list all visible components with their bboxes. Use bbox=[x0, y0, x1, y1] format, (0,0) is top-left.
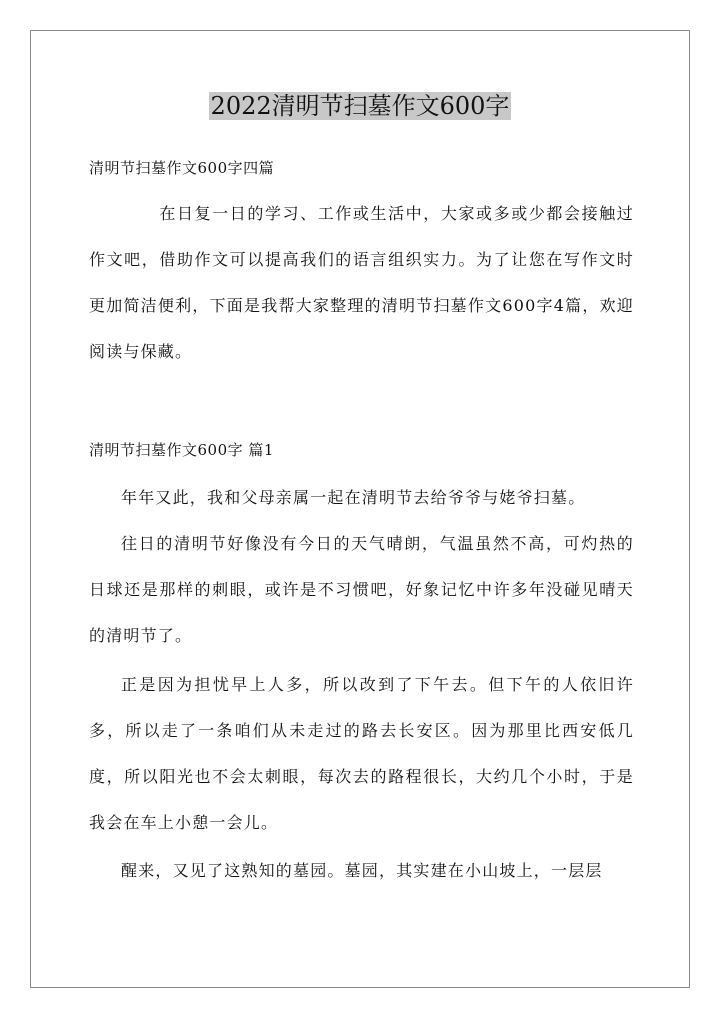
document-title bbox=[0, 88, 720, 124]
intro-paragraph: 在日复一日的学习、工作或生活中，大家或多或少都会接触过作文吧，借助作文可以提高我们的语言组织实力。为了让您在写作文时更加简洁便利，下面是我帮大家整理的清明节扫墓作文600字4篇，欢迎阅读与保藏。 bbox=[89, 204, 634, 361]
document-subtitle: 清明节扫墓作文600字四篇 bbox=[89, 159, 275, 177]
section-heading: 清明节扫墓作文600字 篇1 bbox=[89, 441, 274, 459]
body-paragraph: 往日的清明节好像没有今日的天气晴朗，气温虽然不高，可灼热的日球还是那样的刺眼，或许是不习惯吧，好象记忆中许多年没碰见晴天的清明节了。 bbox=[89, 534, 634, 645]
body-paragraph: 正是因为担忧早上人多，所以改到了下午去。但下午的人依旧许多，所以走了一条咱们从未走过的路去长安区。因为那里比西安低几度，所以阳光也不会太刺眼，每次去的路程很长，大约几个小时，于是我会在车上小憩一会儿。 bbox=[89, 675, 634, 832]
document-title-text: 2022清明节扫墓作文600字 bbox=[210, 92, 510, 120]
body-paragraph: 醒来，又见了这熟知的墓园。墓园，其实建在小山坡上，一层层 bbox=[121, 861, 603, 880]
body-paragraph: 年年又此，我和父母亲属一起在清明节去给爷爷与姥爷扫墓。 bbox=[121, 488, 586, 507]
